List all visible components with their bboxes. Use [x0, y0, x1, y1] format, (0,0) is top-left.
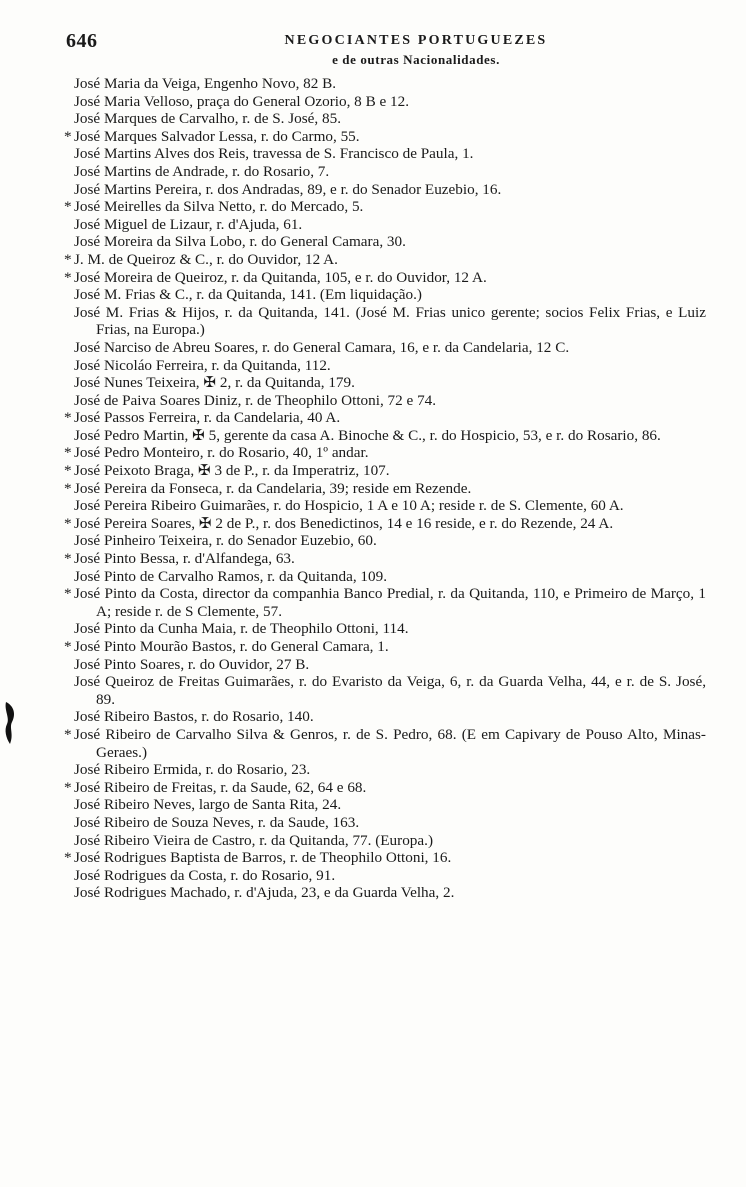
entry-text: José Pereira Ribeiro Guimarães, r. do Hospicio, 1 A e 10 A; reside r. de S. Clemente, 60 A. [74, 497, 624, 515]
merchant-entry [74, 656, 706, 674]
entry-text: José Martins Pereira, r. dos Andradas, 89, e r. do Senador Euzebio, 16. [74, 180, 502, 198]
merchant-entry [74, 814, 706, 832]
merchant-entry: * José Passos Ferreira, r. da Candelaria, 40 A. [64, 409, 341, 427]
entry-text: José Moreira de Queiroz, r. da Quitanda, 105, e r. do Ouvidor, 12 A. [74, 268, 487, 286]
merchant-entry: * José Marques Salvador Lessa, r. do Carmo, 55. [64, 127, 360, 145]
merchant-entry: * José Pinto Mourão Bastos, r. do General Camara, 1. [64, 638, 389, 655]
entry-text: José Ribeiro de Souza Neves, r. da Saude, 163. [74, 813, 360, 831]
merchant-entry [74, 304, 706, 339]
merchant-entry [74, 884, 706, 902]
merchant-entry: * José Meirelles da Silva Netto, r. do Mercado, 5. [64, 198, 364, 216]
entry-text: José Rodrigues Machado, r. d'Ajuda, 23, e da Guarda Velha, 2. [74, 884, 455, 902]
entry-text: José Pinto Bessa, r. d'Alfandega, 63. [74, 550, 295, 568]
entry-text: José Ribeiro de Carvalho Silva & Genros, r. de S. Pedro, 68. (E em Capivary de Pouso Alto, Minas-Geraes.) [74, 725, 706, 761]
entry-text: José Pinto da Costa, director da companhia Banco Predial, r. da Quitanda, 110, e Primeiro de Março, 1 A; reside r. de S Clemente, 57. [74, 585, 706, 620]
running-subtitle: e de outras Nacionalidades. [332, 52, 500, 67]
entry-text: J. M. de Queiroz & C., r. do Ouvidor, 12 A. [74, 250, 338, 268]
merchant-entry [74, 339, 706, 357]
entry-text: José Moreira da Silva Lobo, r. do General Camara, 30. [74, 233, 406, 251]
merchant-entry: * J. M. de Queiroz & C., r. do Ouvidor, 12 A. [64, 250, 338, 268]
entry-text: José Pinto da Cunha Maia, r. de Theophilo Ottoni, 114. [74, 620, 409, 638]
merchant-entry: * José Ribeiro de Carvalho Silva & Genros, r. de S. Pedro, 68. (E em Capivary de Pouso Alto, Minas-Geraes.) [64, 725, 706, 761]
running-title: NEGOCIANTES PORTUGUEZES [284, 33, 548, 48]
merchant-entry: * José Rodrigues Baptista de Barros, r. de Theophilo Ottoni, 16. [64, 849, 452, 867]
entry-text: José Marques Salvador Lessa, r. do Carmo, 55. [74, 127, 360, 145]
entry-text: José Pinto Mourão Bastos, r. do General Camara, 1. [74, 638, 389, 655]
entry-text: José Ribeiro Bastos, r. do Rosario, 140. [74, 708, 314, 726]
merchant-entry [74, 374, 706, 392]
merchant-entry [74, 427, 706, 445]
entry-text: José Pinheiro Teixeira, r. do Senador Euzebio, 60. [74, 532, 377, 550]
entry-text: José Meirelles da Silva Netto, r. do Mercado, 5. [74, 198, 364, 216]
entry-text: José Martins Alves dos Reis, travessa de S. Francisco de Paula, 1. [74, 145, 474, 163]
merchant-entry [74, 233, 706, 251]
entry-text: José Miguel de Lizaur, r. d'Ajuda, 61. [74, 215, 303, 233]
merchant-entry: * José Pedro Monteiro, r. do Rosario, 40, 1º andar. [64, 444, 369, 462]
page-header [66, 30, 706, 72]
entry-text: José Ribeiro Ermida, r. do Rosario, 23. [74, 761, 311, 779]
merchant-entry [74, 286, 706, 304]
merchant-entry: * José Ribeiro de Freitas, r. da Saude, 62, 64 e 68. [64, 778, 367, 796]
page-number: 646 [66, 30, 98, 52]
merchant-entry [74, 145, 706, 163]
entry-text: José Pereira da Fonseca, r. da Candelaria, 39; reside em Rezende. [74, 479, 472, 497]
merchant-entry [74, 181, 706, 199]
margin-ink-mark-icon [2, 700, 18, 746]
merchant-entry: * José Peixoto Braga, ✠ 3 de P., r. da Imperatriz, 107. [64, 462, 390, 480]
entry-text: José Pinto de Carvalho Ramos, r. da Quitanda, 109. [74, 567, 387, 585]
entry-text: José Narciso de Abreu Soares, r. do General Camara, 16, e r. da Candelaria, 12 C. [74, 338, 570, 356]
entry-text: José Pinto Soares, r. do Ouvidor, 27 B. [74, 655, 310, 673]
entry-text: José Ribeiro Neves, largo de Santa Rita, 24. [74, 796, 342, 814]
entry-text: José Nunes Teixeira, ✠ 2, r. da Quitanda, 179. [74, 374, 355, 392]
entry-text: José Pedro Monteiro, r. do Rosario, 40, 1º andar. [74, 444, 369, 462]
entry-text: José Rodrigues da Costa, r. do Rosario, 91. [74, 866, 336, 884]
merchant-entry [74, 568, 706, 586]
merchant-entry [74, 761, 706, 779]
merchant-entry [74, 497, 706, 515]
merchant-entry [74, 110, 706, 128]
merchant-list [64, 75, 706, 902]
entry-text: José Rodrigues Baptista de Barros, r. de Theophilo Ottoni, 16. [74, 849, 452, 867]
merchant-entry [74, 832, 706, 850]
merchant-entry [74, 93, 706, 111]
merchant-entry: * José Pinto da Costa, director da companhia Banco Predial, r. da Quitanda, 110, e Primeiro de Março, 1 A; reside r. de S Clemente, 57. [64, 585, 706, 620]
merchant-entry [74, 357, 706, 375]
merchant-entry [74, 708, 706, 726]
merchant-entry [74, 673, 706, 708]
entry-text: José de Paiva Soares Diniz, r. de Theophilo Ottoni, 72 e 74. [74, 391, 437, 409]
merchant-entry [74, 216, 706, 234]
entry-text: José M. Frias & Hijos, r. da Quitanda, 141. (José M. Frias unico gerente; socios Felix Frias, e Luiz Frias, na Europa.) [74, 303, 706, 339]
merchant-entry: * José Moreira de Queiroz, r. da Quitanda, 105, e r. do Ouvidor, 12 A. [64, 268, 487, 286]
merchant-entry [74, 867, 706, 885]
merchant-entry: * José Pinto Bessa, r. d'Alfandega, 63. [64, 550, 295, 568]
merchant-entry [74, 796, 706, 814]
merchant-entry: * José Pereira Soares, ✠ 2 de P., r. dos Benedictinos, 14 e 16 reside, e r. do Rezende, 24 A. [64, 514, 614, 532]
entry-text: José Peixoto Braga, ✠ 3 de P., r. da Imperatriz, 107. [74, 462, 390, 480]
merchant-entry [74, 392, 706, 410]
entry-text: José Pedro Martin, ✠ 5, gerente da casa A. Binoche & C., r. do Hospicio, 53, e r. do Rosario, 86. [74, 426, 661, 444]
merchant-entry [74, 75, 706, 93]
entry-text: José M. Frias & C., r. da Quitanda, 141. (Em liquidação.) [74, 286, 422, 304]
merchant-entry: * José Pereira da Fonseca, r. da Candelaria, 39; reside em Rezende. [64, 479, 472, 497]
entry-text: José Nicoláo Ferreira, r. da Quitanda, 112. [74, 356, 331, 374]
entry-text: José Maria Velloso, praça do General Ozorio, 8 B e 12. [74, 92, 410, 110]
entry-text: José Ribeiro Vieira de Castro, r. da Quitanda, 77. (Europa.) [74, 831, 433, 849]
entry-text: José Marques de Carvalho, r. de S. José, 85. [74, 110, 342, 128]
entry-text: José Passos Ferreira, r. da Candelaria, 40 A. [74, 409, 341, 427]
entry-text: José Maria da Veiga, Engenho Novo, 82 B. [74, 75, 337, 92]
merchant-entry [74, 532, 706, 550]
entry-text: José Ribeiro de Freitas, r. da Saude, 62, 64 e 68. [74, 778, 367, 796]
entry-text: José Queiroz de Freitas Guimarães, r. do Evaristo da Veiga, 6, r. da Guarda Velha, 44, e r. de S. José, 89. [74, 673, 706, 708]
entry-text: José Pereira Soares, ✠ 2 de P., r. dos Benedictinos, 14 e 16 reside, e r. do Rezende, 24 A. [74, 514, 614, 532]
merchant-entry [74, 620, 706, 638]
entry-text: José Martins de Andrade, r. do Rosario, 7. [74, 162, 330, 180]
merchant-entry [74, 163, 706, 181]
